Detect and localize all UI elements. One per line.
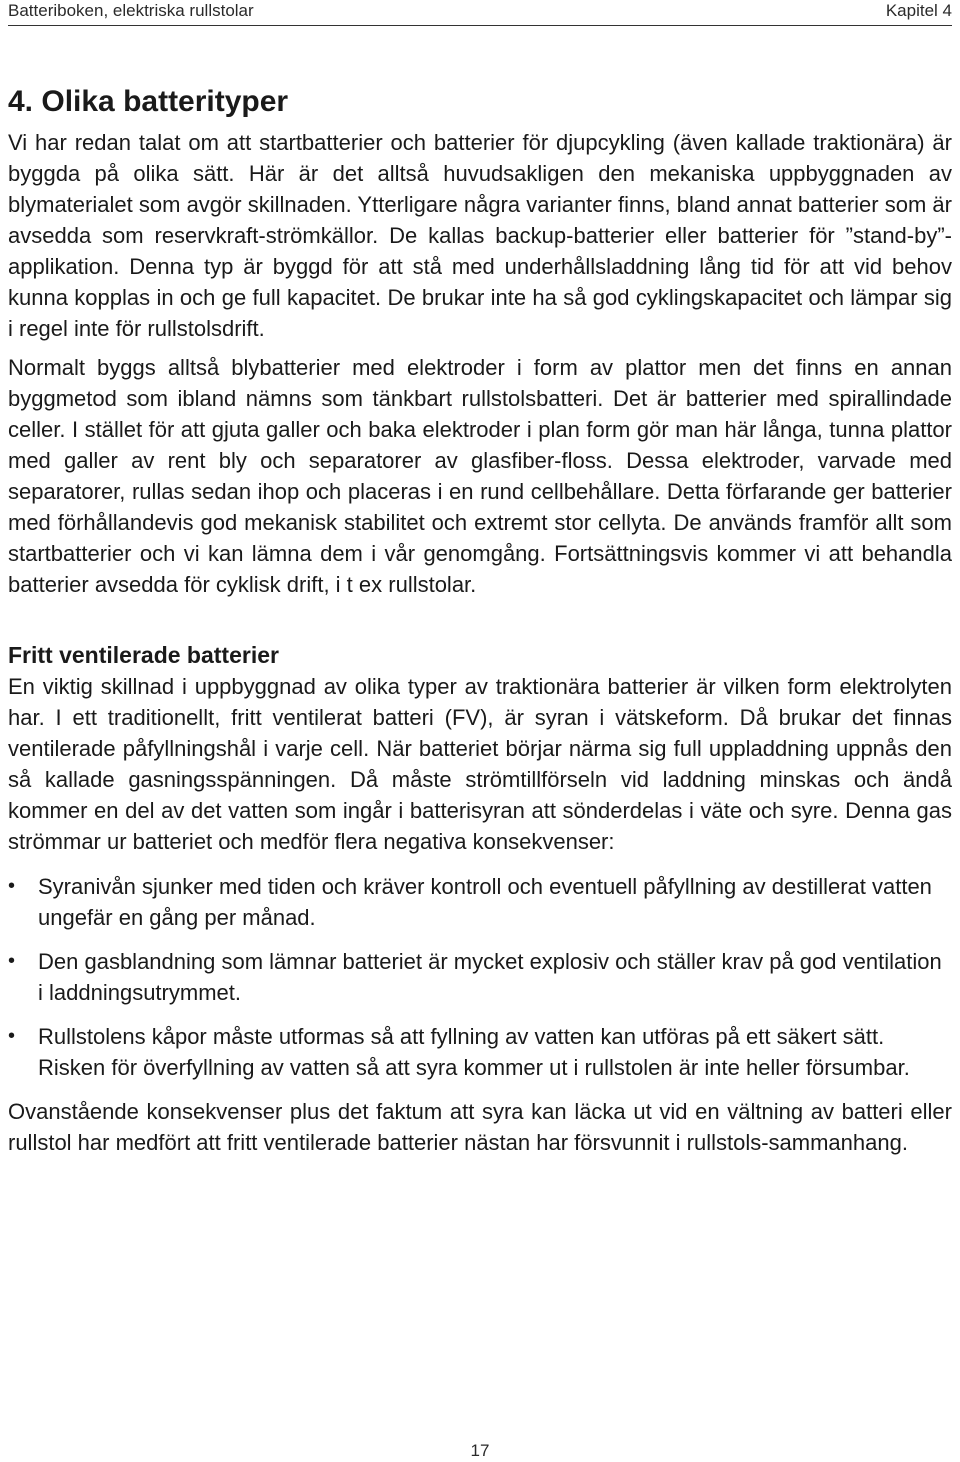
section-intro-paragraph: En viktig skillnad i uppbyggnad av olika typer av traktionära batterier är vilken form elektrolyten har. I ett traditionellt, fritt ventilerat batteri (FV), är syran i vätskeform. Då brukar det finnas ventilerade påfyllningshål i varje cell. När batteriet börjar närma sig full uppladdning uppnås den så kallade gasningsspänningen. Då måste strömtillförseln vid laddning minskas och ändå kommer en del av det vatten som ingår i batterisyran att sönderdelas i väte och syre. Denna gas strömmar ur batteriet och medför flera negativa konsekvenser: xyxy=(8,674,952,854)
bullet-icon: • xyxy=(8,1025,16,1047)
list-item-text: Rullstolens kåpor måste utformas så att fyllning av vatten kan utföras på ett säkert sätt. Risken för överfyllning av vatten så att syra kommer ut i rullstolen är inte heller försumbar. xyxy=(38,1024,910,1080)
consequences-list xyxy=(8,871,952,1083)
bullet-icon: • xyxy=(8,950,16,972)
list-item xyxy=(8,1021,952,1083)
section-title: Fritt ventilerade batterier xyxy=(8,642,279,668)
page-number: 17 xyxy=(470,1441,490,1460)
bullet-icon: • xyxy=(8,875,16,897)
page-body xyxy=(8,82,952,1158)
list-item xyxy=(8,946,952,1008)
list-item xyxy=(8,871,952,933)
chapter-title: 4. Olika batterityper xyxy=(8,85,289,118)
header-chapter-label: Kapitel 4 xyxy=(885,1,952,20)
header-divider xyxy=(8,25,952,26)
paragraph-construction: Normalt byggs alltså blybatterier med elektroder i form av plattor men det finns en annan byggmetod som ibland nämns som tänkbart rullstolsbatteri. Det är batterier med spirallindade celler. I stället för att gjuta galler och baka elektroder i plan form gör man här långa, tunna plattor med galler av rent bly och separatorer av glasfiber-floss. Dessa elektroder, varvade med separatorer, rullas sedan ihop och placeras i en rund cellbehållare. Detta förfarande ger batterier med förhållandevis god mekanisk stabilitet och extremt stor cellyta. De används framför allt som startbatterier och vi kan lämna dem i vår genomgång. Fortsättningsvis kommer vi att behandla batterier avsedda för cyklisk drift, i t ex rullstolar. xyxy=(8,355,952,597)
paragraph-intro: Vi har redan talat om att startbatterier och batterier för djupcykling (även kallade traktionära) är byggda på olika sätt. Här är det alltså huvudsakligen den mekaniska uppbyggnaden av blymaterialet som avgör skillnaden. Ytterligare några varianter finns, bland annat batterier som är avsedda som reservkraft-strömkällor. De kallas backup-batterier eller batterier för ”stand-by”-applikation. Denna typ är byggd för att stå med underhållsladdning lång tid för att vid behov kunna kopplas in och ge full kapacitet. De brukar inte ha så god cyklingskapacitet och lämpar sig i regel inte för rullstolsdrift. xyxy=(8,130,952,341)
header-book-title: Batteriboken, elektriska rullstolar xyxy=(8,1,254,20)
list-item-text: Syranivån sjunker med tiden och kräver kontroll och eventuell påfyllning av destillerat vatten ungefär en gång per månad. xyxy=(38,874,932,930)
conclusion-paragraph: Ovanstående konsekvenser plus det faktum att syra kan läcka ut vid en vältning av batteri eller rullstol har medfört att fritt ventilerade batterier nästan har försvunnit i rullstols-sammanhang. xyxy=(8,1099,952,1155)
list-item-text: Den gasblandning som lämnar batteriet är mycket explosiv och ställer krav på god ventilation i laddningsutrymmet. xyxy=(38,949,942,1005)
running-header xyxy=(8,0,952,24)
